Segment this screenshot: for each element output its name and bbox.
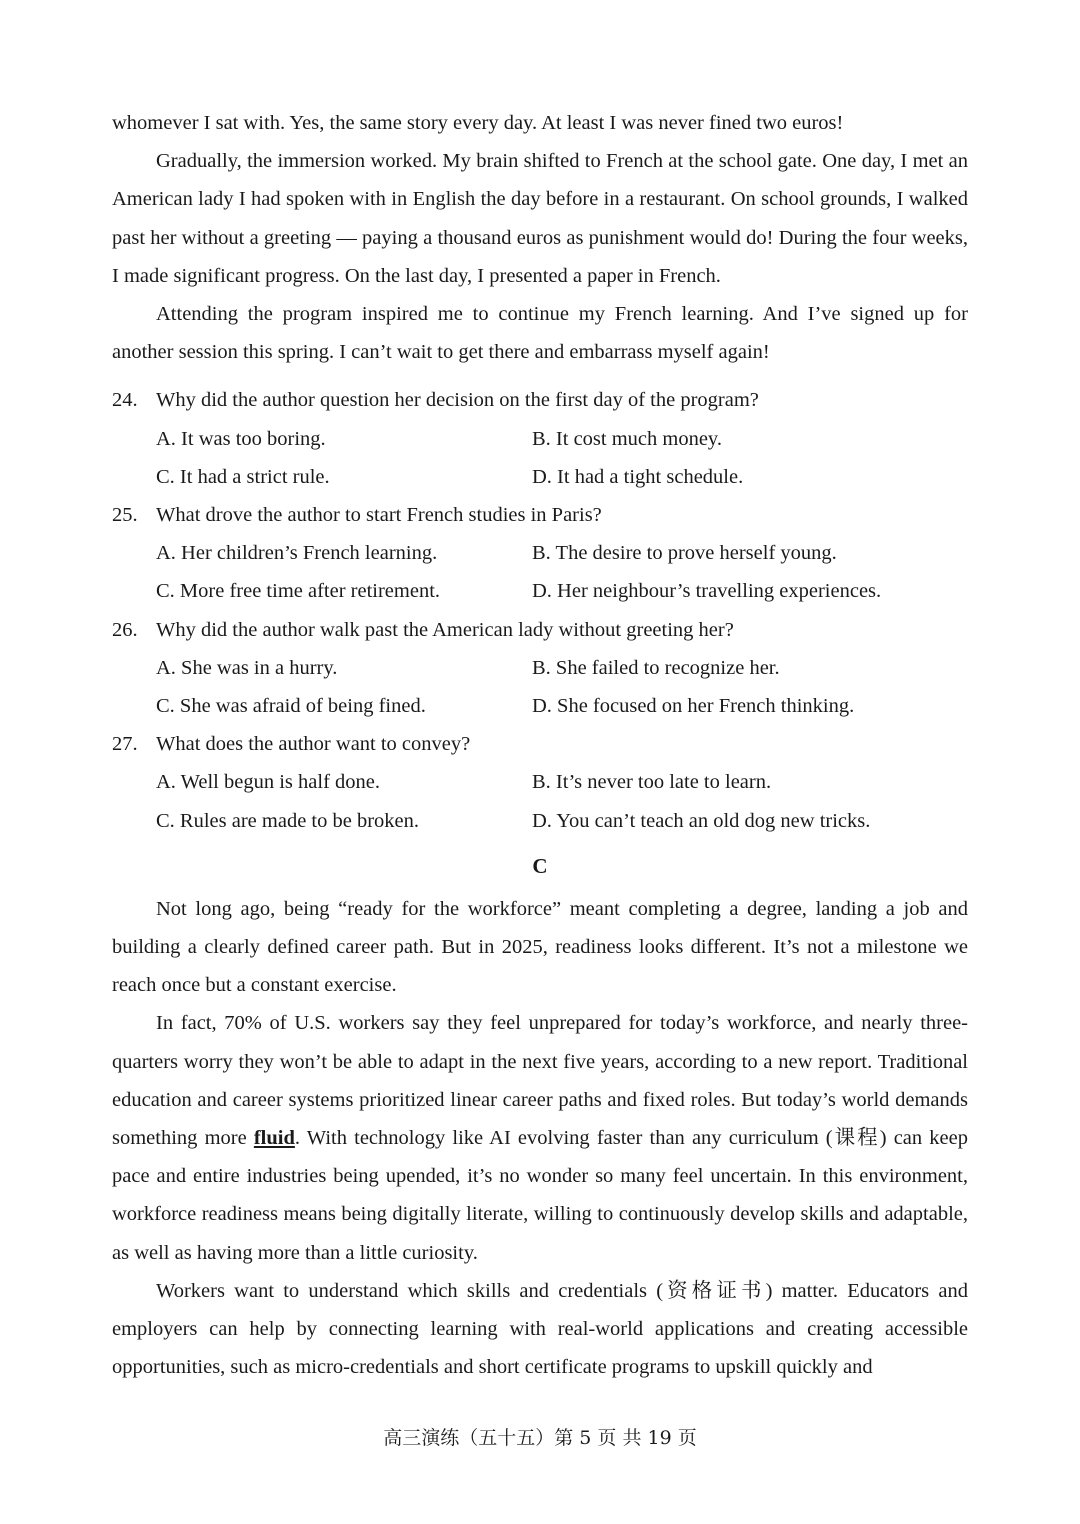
question-stem: Why did the author walk past the American lady without greeting her? — [156, 618, 734, 641]
option-b: B. It’s never too late to learn. — [532, 771, 772, 794]
exam-page — [112, 104, 968, 1387]
option-b: B. The desire to prove herself young. — [532, 542, 837, 565]
option-d: D. Her neighbour’s travelling experiences. — [532, 580, 882, 603]
question-stem: What drove the author to start French studies in Paris? — [156, 504, 602, 527]
option-c: C. It had a strict rule. — [156, 465, 330, 488]
option-d: D. She focused on her French thinking. — [532, 695, 855, 718]
underlined-word: fluid — [253, 1127, 295, 1150]
option-a: A. She was in a hurry. — [156, 656, 338, 679]
option-a: A. Well begun is half done. — [156, 771, 380, 794]
option-d: D. You can’t teach an old dog new tricks. — [532, 809, 871, 832]
option-b: B. It cost much money. — [532, 427, 722, 450]
option-c: C. She was afraid of being fined. — [156, 695, 426, 718]
passage-paragraph: Workers want to understand which skills and credentials (资格证书) matter. Educators and employers can help by connecting learning with real-world applications and creating accessible opportunities, such as micro-credentials and short certificate programs to upskill quickly and — [112, 1279, 968, 1379]
question-number: 26. — [112, 618, 138, 641]
question-stem: Why did the author question her decision on the first day of the program? — [156, 389, 759, 412]
option-b: B. She failed to recognize her. — [532, 656, 780, 679]
option-a: A. Her children’s French learning. — [156, 542, 438, 565]
option-c: C. Rules are made to be broken. — [156, 809, 420, 832]
question-number: 25. — [112, 504, 138, 527]
question-list — [112, 381, 968, 839]
options-27 — [112, 763, 968, 839]
options-25 — [112, 534, 968, 610]
passage-paragraph: whomever I sat with. Yes, the same story every day. At least I was never fined two euros! — [112, 112, 844, 134]
option-c: C. More free time after retirement. — [156, 580, 441, 603]
options-24 — [112, 420, 968, 496]
question-27 — [112, 725, 968, 763]
paragraph-text: In fact, 70% of U.S. workers say they feel unprepared for today’s workforce, and nearly three-quarters worry they won’t be able to adapt in the next five years, according to a new report. Traditional education and career systems prioritized linear career paths and fixed roles. But today’s world demands something more — [112, 1012, 968, 1150]
question-number: 27. — [112, 733, 138, 756]
question-24 — [112, 381, 968, 419]
question-25 — [112, 496, 968, 534]
passage-paragraph: Attending the program inspired me to continue my French learning. And I’ve signed up for another session this spring. I can’t wait to get there and embarrass myself again! — [112, 303, 968, 364]
passage-paragraph: Not long ago, being “ready for the workforce” meant completing a degree, landing a job and building a clearly defined career path. But in 2025, readiness looks different. It’s not a milestone we reach once but a constant exercise. — [112, 897, 968, 997]
options-26 — [112, 649, 968, 725]
passage-paragraph: Gradually, the immersion worked. My brain shifted to French at the school gate. One day, I met an American lady I had spoken with in English the day before in a restaurant. On school grounds, I walked past her without a greeting — paying a thousand euros as punishment would do! During the four weeks, I made significant progress. On the last day, I presented a paper in French. — [112, 150, 968, 287]
question-stem: What does the author want to convey? — [156, 733, 471, 756]
question-number: 24. — [112, 389, 138, 412]
option-d: D. It had a tight schedule. — [532, 465, 744, 488]
question-26 — [112, 611, 968, 649]
option-a: A. It was too boring. — [156, 427, 326, 450]
section-heading: C — [532, 853, 548, 878]
passage-paragraph — [112, 1004, 968, 1271]
paragraph-text: . With technology like AI evolving faster than any curriculum (课程) can keep pace and entire industries being upended, it’s no wonder so many feel uncertain. In this environment, workforce readiness means being digitally literate, willing to continuously develop skills and adaptable, as well as having more than a little curiosity. — [112, 1127, 968, 1264]
page-footer: 高三演练（五十五）第 5 页 共 19 页 — [383, 1427, 697, 1449]
